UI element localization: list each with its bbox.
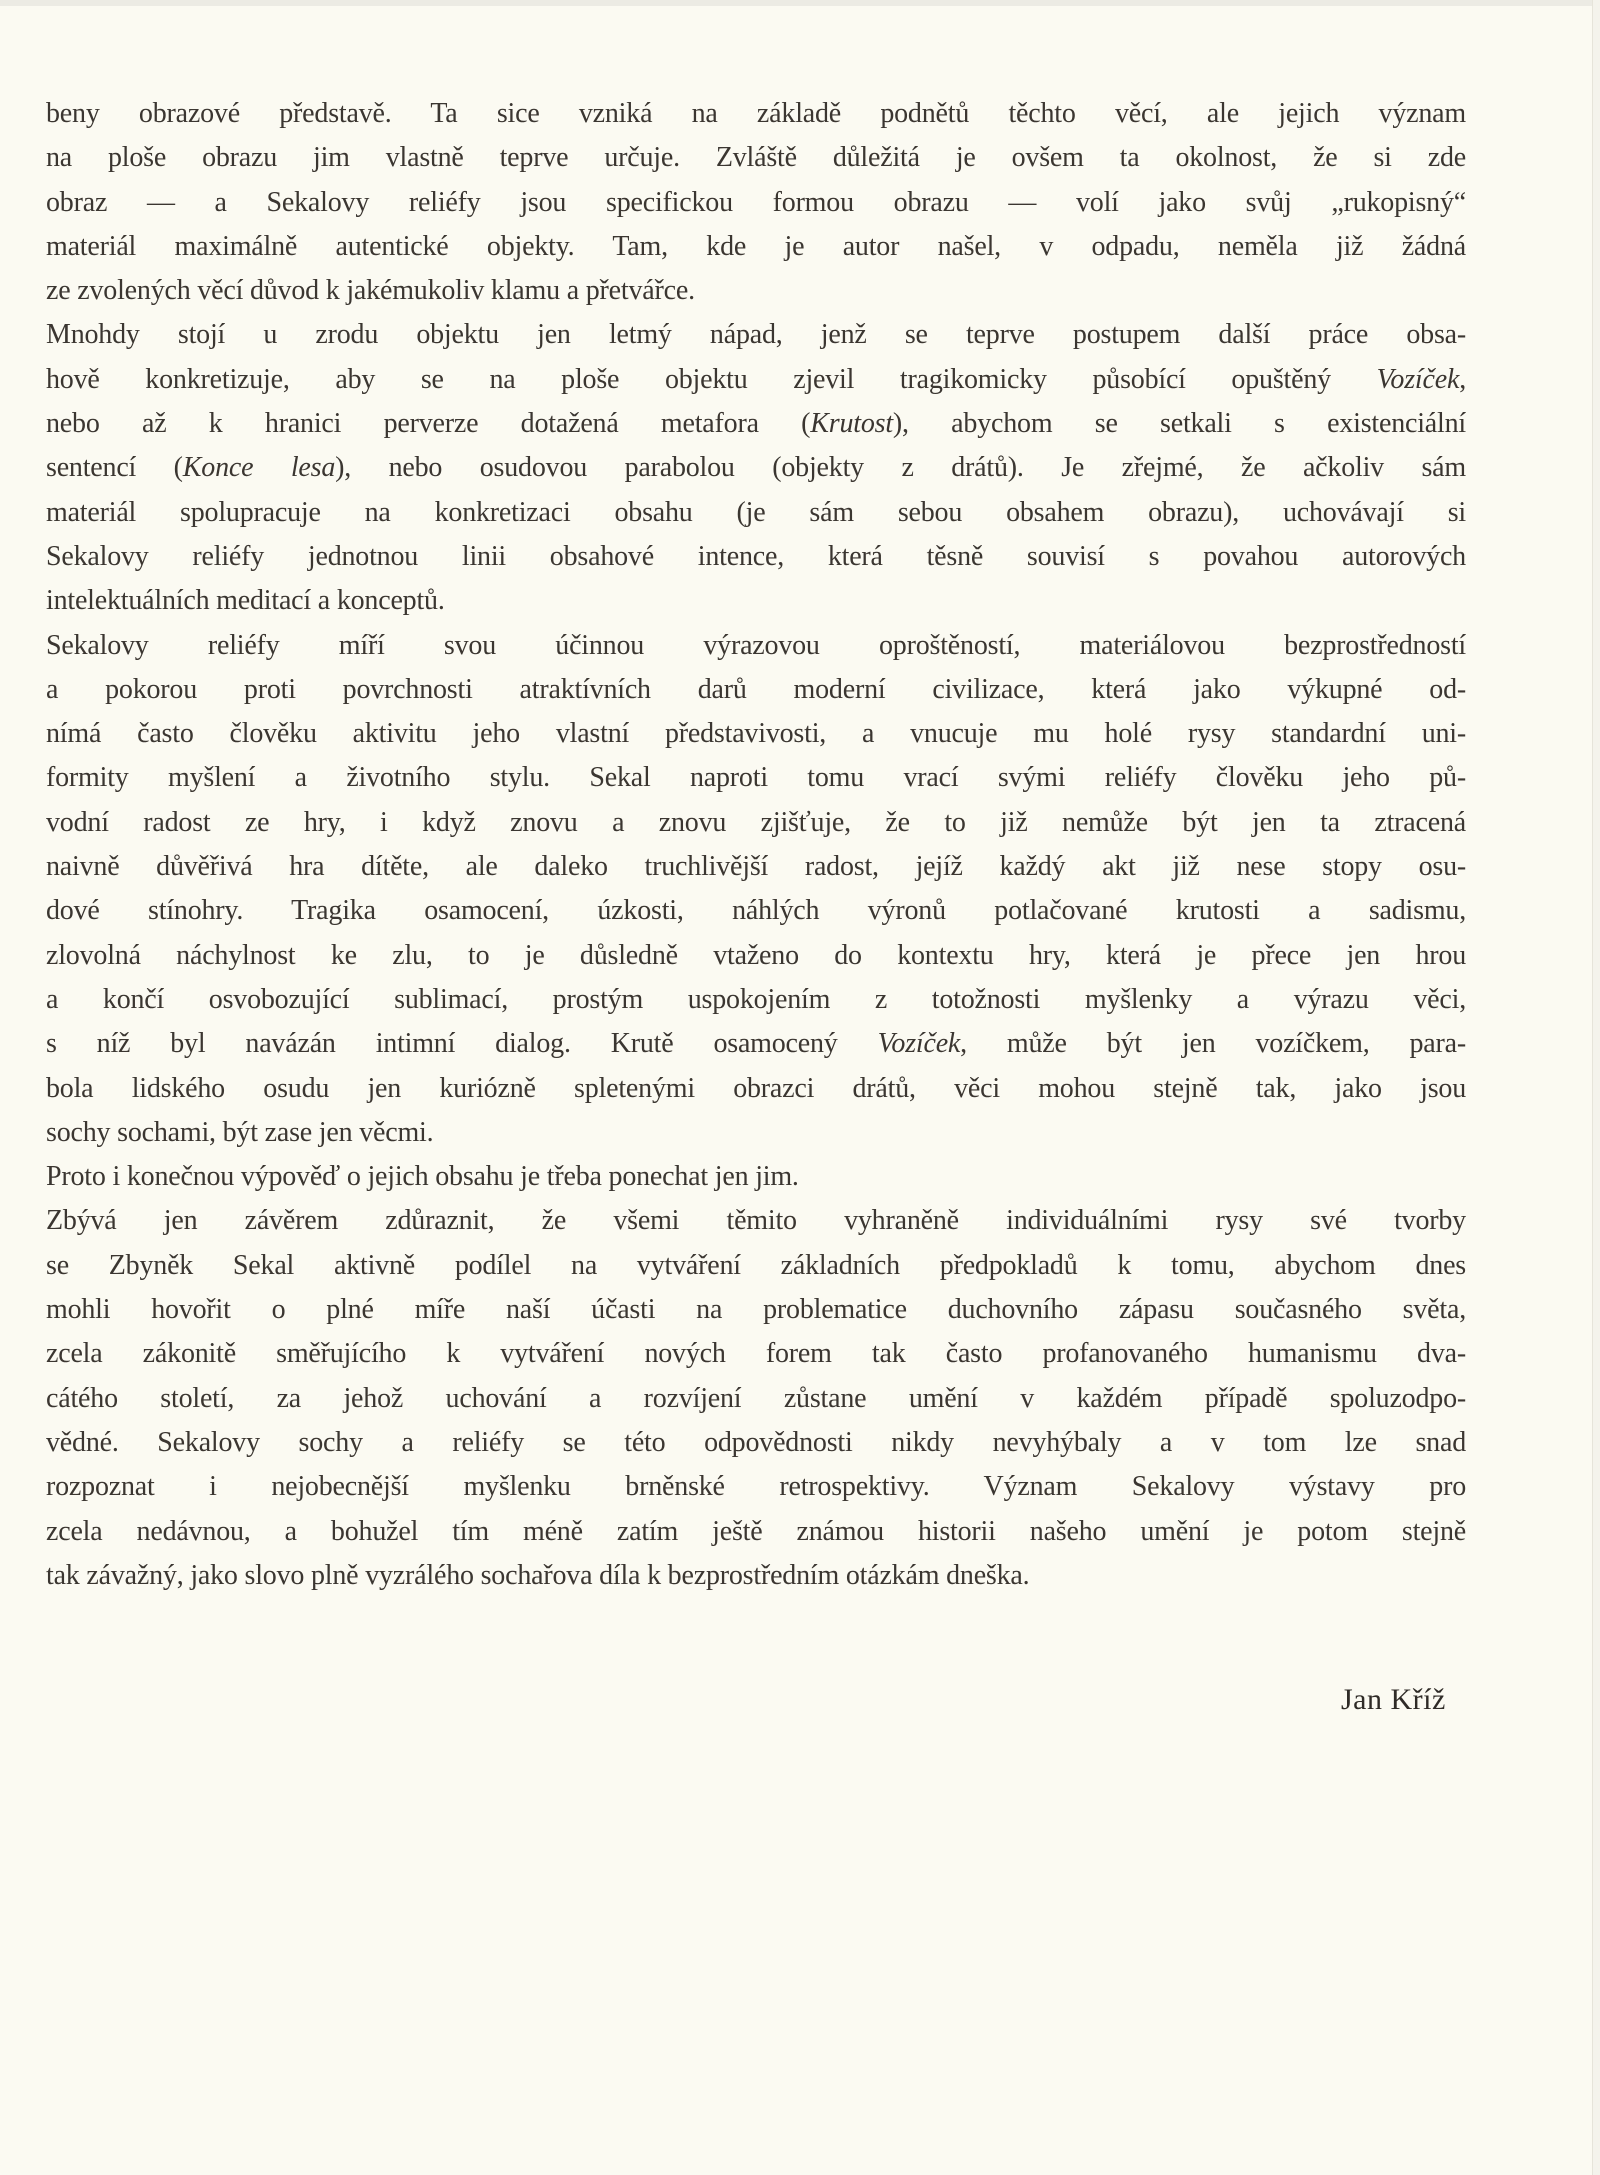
text-line: vodní radost ze hry, i když znovu a znovu zjišťuje, že to již nemůže být jen ta ztracená [46, 806, 1466, 838]
text-line: bola lidského osudu jen kuriózně spletenými obrazci drátů, věci mohou stejně tak, jako jsou [46, 1072, 1466, 1104]
text-line: Proto i konečnou výpověď o jejich obsahu je třeba ponechat jen jim. [46, 1161, 799, 1193]
text-line: nebo až k hranici perverze dotažená metafora (Krutost), abychom se setkali s existenciální [46, 408, 1466, 440]
text-line: dové stínohry. Tragika osamocení, úzkosti, náhlých výronů potlačované krutosti a sadismu, [46, 895, 1466, 927]
paragraph [46, 1155, 1466, 1199]
text-line: hově konkretizuje, aby se na ploše objektu zjevil tragikomicky působící opuštěný Vozíček, [46, 363, 1466, 395]
text-line: formity myšlení a životního stylu. Sekal naproti tomu vrací svými reliéfy člověku jeho pů- [46, 762, 1466, 794]
text-line: Sekalovy reliéfy jednotnou linii obsahové intence, která těsně souvisí s povahou autorových [46, 540, 1466, 572]
page-right-edge [1592, 0, 1600, 2175]
text-line: zlovolná náchylnost ke zlu, to je důsledně vtaženo do kontextu hry, která je přece jen hrou [46, 939, 1466, 971]
text-line: rozpoznat i nejobecnější myšlenku brněnské retrospektivy. Význam Sekalovy výstavy pro [46, 1471, 1466, 1503]
text-line: Zbývá jen závěrem zdůraznit, že všemi těmito vyhraněně individuálními rysy své tvorby [46, 1205, 1466, 1237]
text-line: Mnohdy stojí u zrodu objektu jen letmý nápad, jenž se teprve postupem další práce obsa- [46, 319, 1466, 351]
text-line: vědné. Sekalovy sochy a reliéfy se této odpovědnosti nikdy nevyhýbaly a v tom lze snad [46, 1426, 1466, 1458]
text-line: a končí osvobozující sublimací, prostým uspokojením z totožnosti myšlenky a výrazu věci, [46, 983, 1466, 1015]
text-line: Sekalovy reliéfy míří svou účinnou výrazovou oproštěností, materiálovou bezprostředností [46, 629, 1466, 661]
paragraph [46, 313, 1466, 623]
text-line: materiál maximálně autentické objekty. Tam, kde je autor našel, v odpadu, neměla již žádná [46, 230, 1466, 262]
paragraph [46, 624, 1466, 1156]
text-line: s níž byl navázán intimní dialog. Krutě osamocený Vozíček, může být jen vozíčkem, para- [46, 1028, 1466, 1060]
text-line: tak závažný, jako slovo plně vyzrálého sochařova díla k bezprostředním otázkám dneška. [46, 1559, 1030, 1591]
text-line: nímá často člověku aktivitu jeho vlastní představivosti, a vnucuje mu holé rysy standardní uni- [46, 718, 1466, 750]
text-line: obraz — a Sekalovy reliéfy jsou specifickou formou obrazu — volí jako svůj „rukopisný“ [46, 186, 1466, 218]
text-line: beny obrazové představě. Ta sice vzniká na základě podnětů těchto věcí, ale jejich význam [46, 98, 1466, 129]
text-line: ze zvolených věcí důvod k jakémukoliv klamu a přetvářce. [46, 275, 695, 307]
text-line: sentencí (Konce lesa), nebo osudovou parabolou (objekty z drátů). Je zřejmé, že ačkoliv sám [46, 452, 1466, 484]
text-line: materiál spolupracuje na konkretizaci obsahu (je sám sebou obsahem obrazu), uchovávají si [46, 496, 1466, 528]
paragraph [46, 1199, 1466, 1598]
body-text [46, 92, 1466, 1598]
text-line: a pokorou proti povrchnosti atraktívních darů moderní civilizace, která jako výkupné od- [46, 673, 1466, 705]
author-signature: Jan Kříž [1341, 1683, 1446, 1716]
text-line: mohli hovořit o plné míře naší účasti na problematice duchovního zápasu současného světa, [46, 1294, 1466, 1326]
text-line: zcela zákonitě směřujícího k vytváření nových forem tak často profanovaného humanismu dva- [46, 1338, 1466, 1370]
page-top-edge [0, 0, 1600, 6]
text-line: zcela nedávnou, a bohužel tím méně zatím ještě známou historii našeho umění je potom stejně [46, 1515, 1466, 1547]
paragraph [46, 92, 1466, 313]
text-line: intelektuálních meditací a konceptů. [46, 585, 445, 617]
text-line: sochy sochami, být zase jen věcmi. [46, 1116, 434, 1148]
text-line: cátého století, za jehož uchování a rozvíjení zůstane umění v každém případě spoluzodpo- [46, 1382, 1466, 1414]
text-line: na ploše obrazu jim vlastně teprve určuje. Zvláště důležitá je ovšem ta okolnost, že si zde [46, 142, 1466, 174]
text-line: se Zbyněk Sekal aktivně podílel na vytváření základních předpokladů k tomu, abychom dnes [46, 1249, 1466, 1281]
text-line: naivně důvěřivá hra dítěte, ale daleko truchlivější radost, jejíž každý akt již nese stopy osu- [46, 851, 1466, 883]
